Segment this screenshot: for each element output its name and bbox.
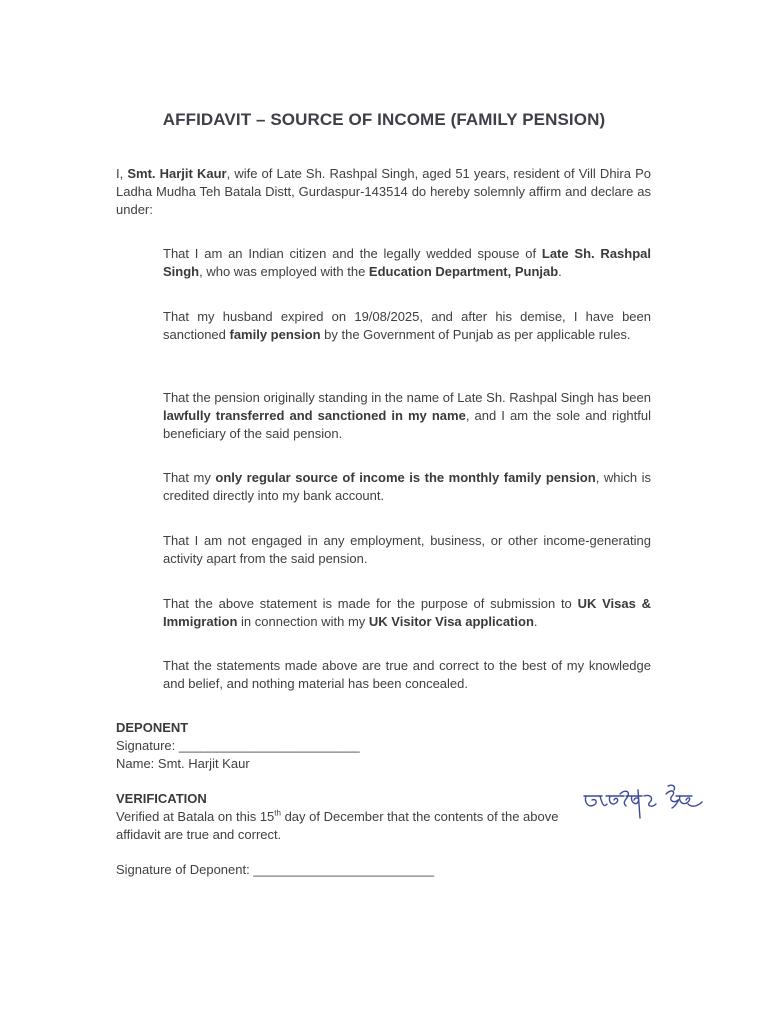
ordinal-suffix: th — [274, 808, 281, 818]
document-title: AFFIDAVIT – SOURCE OF INCOME (FAMILY PENSION) — [162, 110, 606, 129]
statement-text: , and I am the sole and rightful beneficiary of the said pension. — [163, 408, 652, 441]
statement-bold: lawfully transferred and sanctioned in my name — [163, 408, 466, 423]
verification-text-start: Verified at Batala on this 15 — [116, 809, 275, 824]
statement-text: That the statements made above are true and correct to the best of my knowledge and belief, and nothing material has been concealed. — [163, 658, 651, 691]
statement-text: That I am an Indian citizen and the legally wedded spouse of — [163, 246, 542, 261]
deponent-heading: DEPONENT — [116, 720, 189, 735]
verification-text-end: day of December that the contents of the above affidavit are true and correct. — [116, 809, 559, 842]
statement-5 — [163, 532, 651, 568]
statement-text: That my — [163, 470, 216, 485]
statement-text: in connection with my — [237, 614, 369, 629]
statement-text: , which is credited directly into my bank account. — [163, 470, 651, 503]
statement-2 — [163, 308, 651, 344]
statement-bold: Education Department, Punjab — [368, 264, 559, 279]
statement-7 — [163, 657, 651, 693]
handwritten-signature — [580, 778, 710, 828]
intro-paragraph — [116, 165, 651, 219]
statement-bold: only regular source of income is the monthly family pension — [215, 470, 596, 485]
statement-text: That the pension originally standing in the name of Late Sh. Rashpal Singh has been — [163, 390, 651, 405]
deponent-signature-line: Signature: _________________________ — [116, 738, 360, 753]
statement-text: . — [533, 614, 538, 629]
spacer — [116, 844, 576, 861]
statement-6 — [163, 595, 651, 631]
statement-text: , who was employed with the — [199, 264, 369, 279]
intro-text-end: , wife of Late Sh. Rashpal Singh, aged 51 years, resident of Vill Dhira Po Ladha Mudha Teh Batala Distt, Gurdaspur-143514 do hereby solemnly affirm and declare as under: — [116, 166, 652, 217]
statement-text: That the above statement is made for the purpose of submission to — [163, 596, 578, 611]
deponent-section — [116, 719, 576, 773]
statement-bold: UK Visas & Immigration — [163, 596, 651, 629]
statement-4 — [163, 469, 651, 505]
statement-bold: family pension — [229, 327, 321, 342]
statement-bold: UK Visitor Visa application — [368, 614, 534, 629]
verification-signature-line: Signature of Deponent: _________________________ — [116, 862, 435, 877]
intro-text-start: I, — [116, 166, 128, 181]
statement-text: . — [558, 264, 562, 279]
statement-text: That my husband expired on 19/08/2025, and after his demise, I have been sanctioned — [163, 309, 651, 342]
statement-1 — [163, 245, 651, 281]
verification-text — [116, 808, 576, 844]
statement-text: That I am not engaged in any employment, business, or other income-generating activity apart from the said pension. — [163, 533, 651, 566]
deponent-name-bold: Smt. Harjit Kaur — [127, 166, 227, 181]
deponent-name-line: Name: Smt. Harjit Kaur — [116, 756, 250, 771]
statement-3 — [163, 389, 651, 443]
statement-bold: Late Sh. Rashpal Singh — [163, 246, 652, 279]
verification-section — [116, 790, 576, 879]
statement-text: by the Government of Punjab as per applicable rules. — [320, 327, 631, 342]
verification-heading: VERIFICATION — [116, 791, 207, 806]
